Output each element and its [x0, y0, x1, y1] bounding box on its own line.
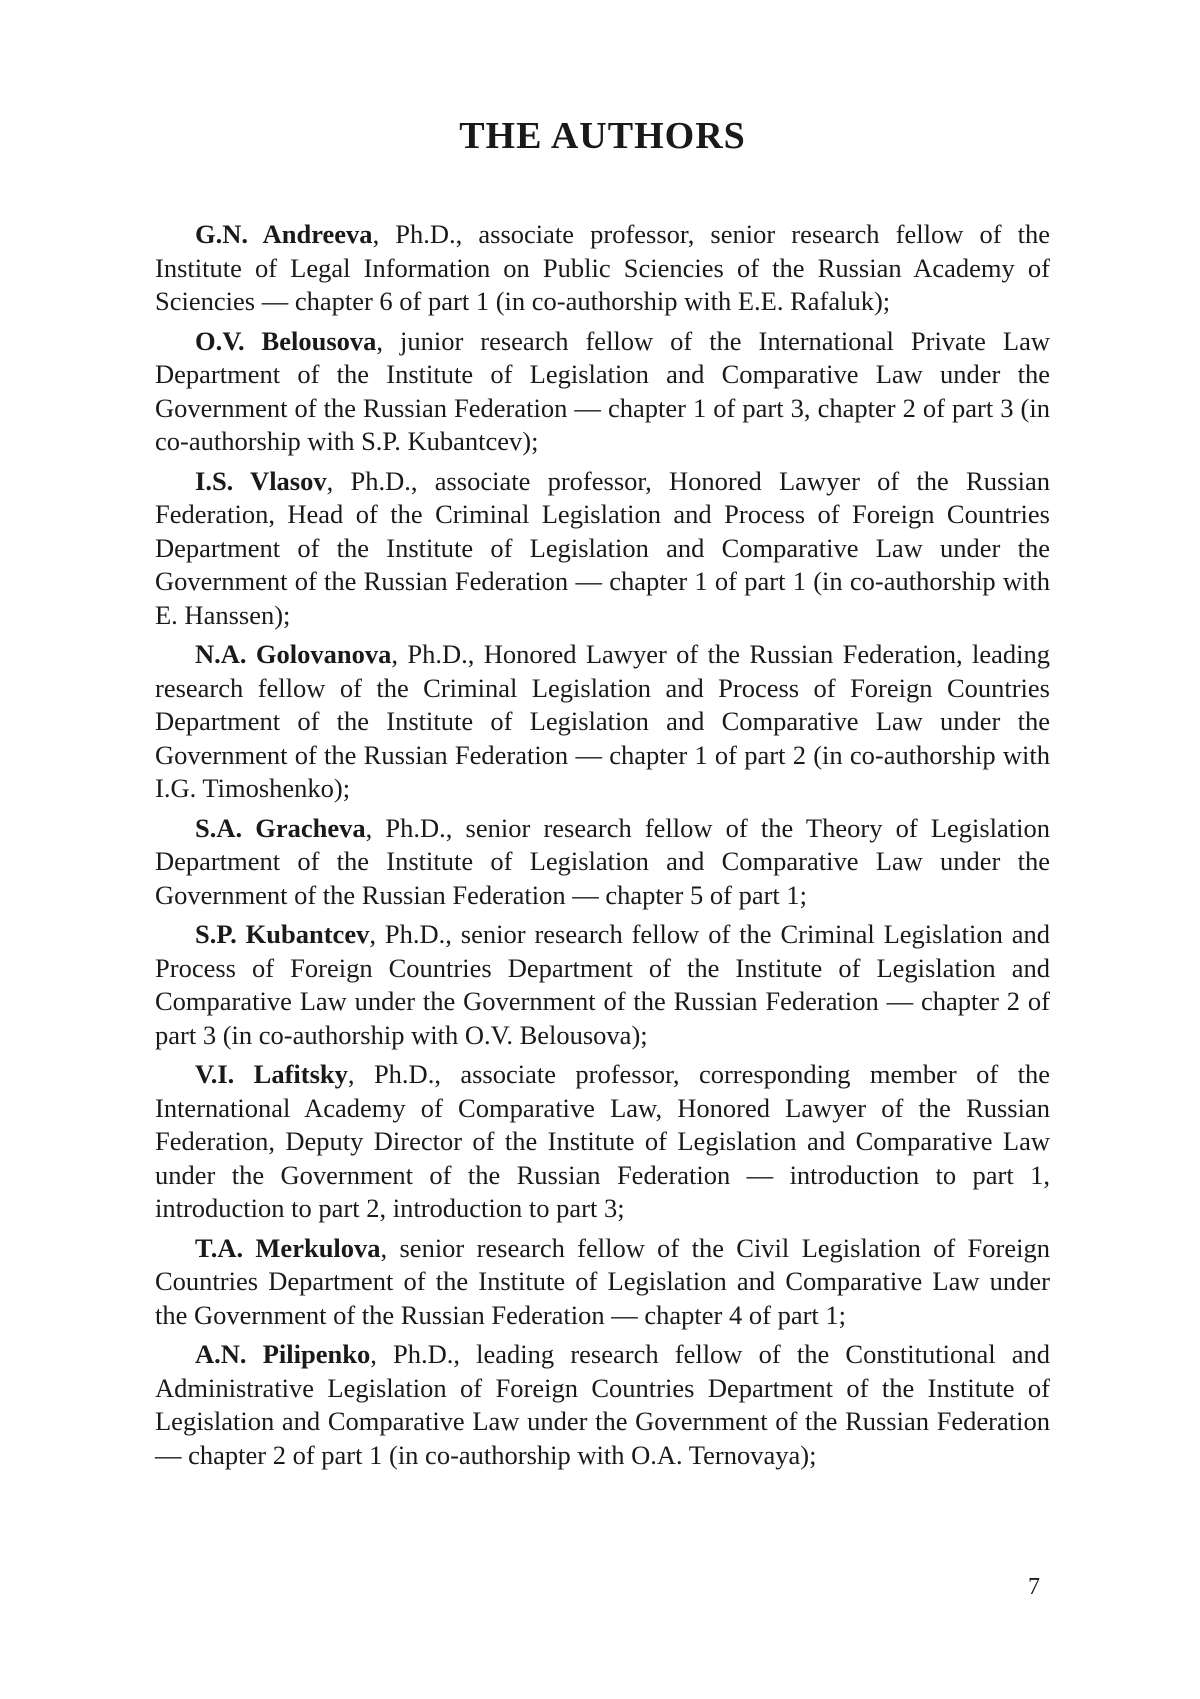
- author-entry: [155, 218, 1050, 319]
- author-entry: [155, 638, 1050, 806]
- author-name: G.N. Andreeva: [195, 219, 373, 249]
- author-description: , senior research fellow of the Civil Legislation of Foreign Countries Department of the Institute of Legislation and Comparative Law under the Government of the Russian Federation — chapter 4 of part 1;: [155, 1232, 1050, 1330]
- author-description: , Ph.D., senior research fellow of the Criminal Legislation and Process of Foreign Countries Department of the Institute of Legislation and Comparative Law under the Government of the Russian Federation — chapter 2 of part 3 (in co-authorship with O.V. Belousova);: [155, 919, 1050, 1050]
- author-entry: [155, 1232, 1050, 1333]
- author-name: T.A. Merkulova: [195, 1232, 381, 1263]
- author-entry: [155, 812, 1050, 913]
- author-entry: [155, 1058, 1050, 1226]
- author-list: [155, 218, 1050, 1478]
- author-name: N.A. Golovanova: [195, 639, 392, 669]
- author-description: , Ph.D., leading research fellow of the Constitutional and Administrative Legislation of Foreign Countries Department of the Institute of Legislation and Comparative Law under the Government of the Russian Federation — chapter 2 of part 1 (in co-authorship with O.A. Ternovaya);: [155, 1339, 1050, 1470]
- author-entry: [155, 918, 1050, 1052]
- author-name: S.P. Kubantcev: [195, 919, 370, 949]
- author-entry: [155, 1338, 1050, 1472]
- author-name: A.N. Pilipenko: [195, 1339, 371, 1369]
- author-description: , Ph.D., associate professor, senior research fellow of the Institute of Legal Information on Public Sciencies of the Russian Academy of Sciencies — chapter 6 of part 1 (in co-authorship with E.E. Rafaluk);: [155, 219, 1050, 316]
- author-description: , Ph.D., senior research fellow of the Theory of Legislation Department of the Institute of Legislation and Comparative Law under the Government of the Russian Federation — chapter 5 of part 1;: [155, 812, 1051, 910]
- author-description: , junior research fellow of the International Private Law Department of the Institute of Legislation and Comparative Law under the Government of the Russian Federation — chapter 1 of part 3, chapter 2 of part 3 (in co-authorship with S.P. Kubantcev);: [155, 325, 1050, 456]
- author-entry: [155, 465, 1050, 633]
- document-page: [155, 0, 1050, 1699]
- author-name: I.S. Vlasov: [195, 465, 327, 496]
- author-name: O.V. Belousova: [195, 325, 377, 356]
- page-number: 7: [1028, 1574, 1040, 1600]
- author-description: , Ph.D., associate professor, Honored Lawyer of the Russian Federation, Head of the Criminal Legislation and Process of Foreign Countries Department of the Institute of Legislation and Comparative Law under the Government of the Russian Federation — chapter 1 of part 1 (in co-authorship with E. Hanssen);: [155, 465, 1050, 630]
- author-description: , Ph.D., associate professor, corresponding member of the International Academy of Comparative Law, Honored Lawyer of the Russian Federation, Deputy Director of the Institute of Legislation and Comparative Law under the Government of the Russian Federation — introduction to part 1, introduction to part 2, introduction to part 3;: [155, 1059, 1050, 1223]
- author-entry: [155, 325, 1050, 459]
- page-title: THE AUTHORS: [459, 115, 746, 157]
- author-name: S.A. Gracheva: [195, 812, 366, 843]
- author-description: , Ph.D., Honored Lawyer of the Russian Federation, leading research fellow of the Criminal Legislation and Process of Foreign Countries Department of the Institute of Legislation and Comparative Law under the Government of the Russian Federation — chapter 1 of part 2 (in co-authorship with I.G. Timoshenko);: [155, 639, 1050, 803]
- author-name: V.I. Lafitsky: [195, 1059, 348, 1089]
